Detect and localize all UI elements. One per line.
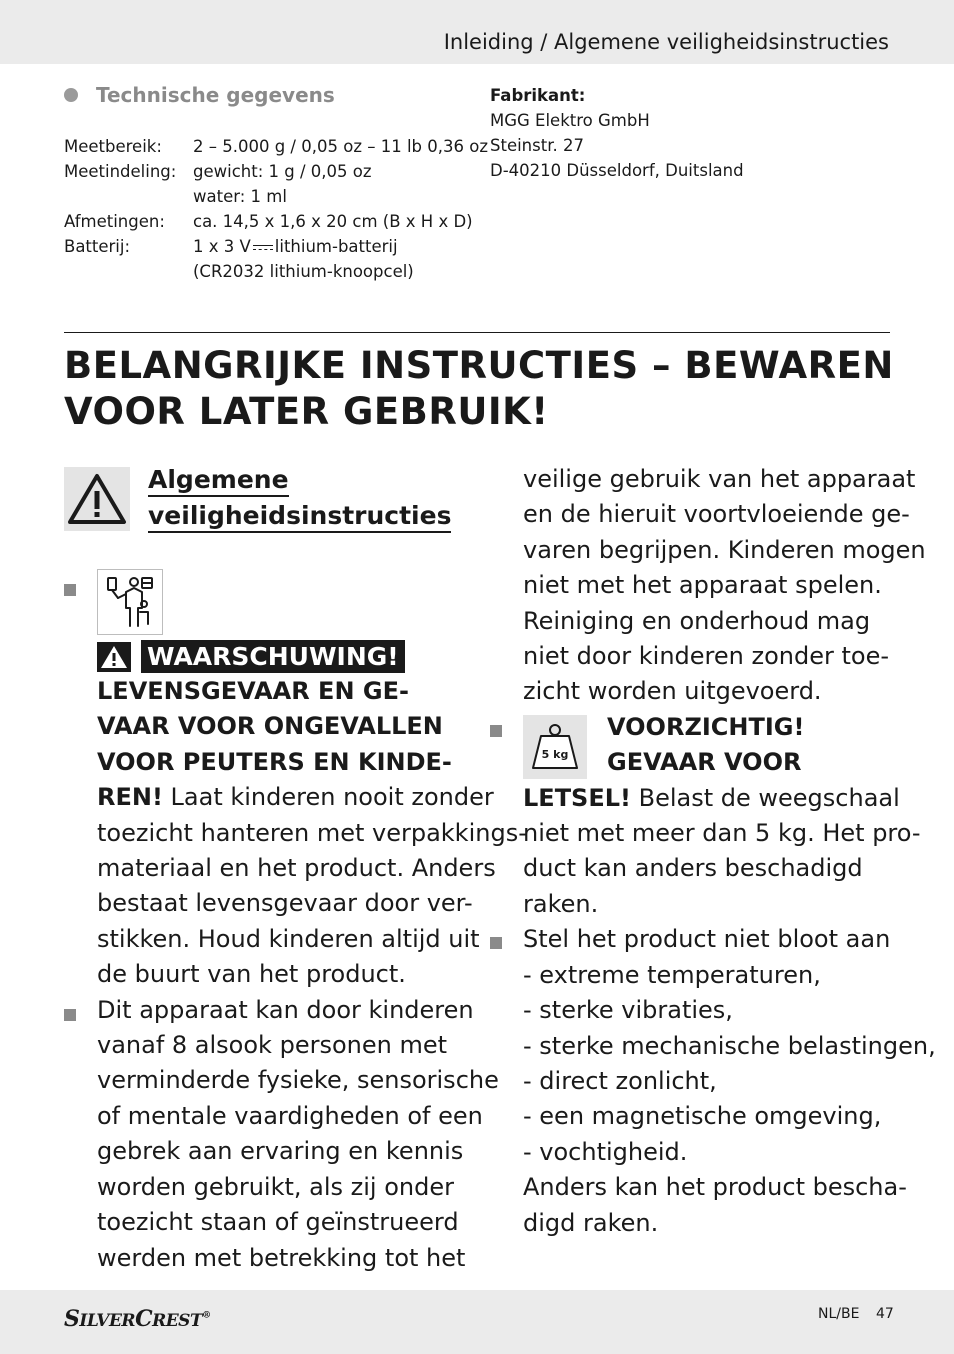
manufacturer-line: D-40210 Düsseldorf, Duitsland	[490, 161, 744, 180]
weight-icon-label: 5 kg	[541, 748, 569, 761]
warning-text-line: toezicht hanteren met verpakkings-	[97, 818, 527, 847]
square-bullet-icon	[490, 725, 502, 737]
warning-heading-tail: REN!	[97, 783, 163, 812]
exposure-intro: Stel het product niet bloot aan	[523, 925, 891, 954]
section-heading	[148, 462, 451, 534]
caution-heading-tail: LETSEL!	[523, 783, 631, 812]
spec-label: Batterij:	[64, 237, 131, 256]
page-header-title: Inleiding / Algemene veiligheidsinstructies	[443, 30, 889, 54]
exposure-item: - sterke vibraties,	[523, 996, 733, 1025]
spec-row	[64, 134, 488, 159]
exposure-item: - een magnetische omgeving,	[523, 1102, 882, 1131]
warning-triangle-icon	[97, 642, 131, 672]
battery-voltage: 1 x 3 V	[193, 237, 251, 256]
weight-5kg-icon	[523, 715, 587, 779]
caution-text-line	[523, 781, 903, 816]
silvercrest-logo: SILVERCREST®	[64, 1306, 211, 1332]
spec-row	[64, 184, 488, 209]
caution-text-start: Belast de weegschaal	[630, 783, 900, 812]
spec-value: 2 – 5.000 g / 0,05 oz – 11 lb 0,36 oz	[193, 137, 489, 156]
warning-heading-line: VOOR PEUTERS EN KINDE-	[97, 747, 452, 776]
warning-heading-line: LEVENSGEVAAR EN GE-	[97, 677, 409, 705]
continuation-text-line: en de hieruit voortvloeiende ge-	[523, 500, 910, 529]
warning-text-line: bestaat levensgevaar door ver-	[97, 889, 473, 918]
spec-value: water: 1 ml	[193, 187, 287, 206]
section-heading-line: veiligheidsinstructies	[148, 501, 451, 533]
caution-text-line: raken.	[523, 889, 599, 918]
warning-heading-line: VAAR VOOR ONGEVALLEN	[97, 712, 443, 741]
spec-row	[64, 234, 488, 259]
warning-text-line: materiaal en het product. Anders	[97, 854, 496, 883]
caution-text-line: duct kan anders beschadigd	[523, 854, 863, 883]
spec-value	[193, 234, 398, 259]
children-text-line: toezicht staan of geïnstrueerd	[97, 1208, 459, 1237]
left-column	[97, 569, 527, 1276]
child-packaging-icon	[97, 569, 163, 635]
manufacturer-label: Fabrikant:	[490, 86, 586, 105]
warning-label: WAARSCHUWING!	[141, 640, 405, 673]
dc-current-icon	[253, 243, 273, 253]
spec-value: ca. 14,5 x 1,6 x 20 cm (B x H x D)	[193, 212, 473, 231]
square-bullet-icon	[490, 937, 502, 949]
continuation-text-line: veilige gebruik van het apparaat	[523, 465, 916, 493]
exposure-item: - vochtigheid.	[523, 1137, 688, 1166]
spec-label: Meetindeling:	[64, 162, 177, 181]
main-title-line: VOOR LATER GEBRUIK!	[64, 390, 549, 433]
spec-row	[64, 159, 488, 184]
children-text-line: worden gebruikt, als zij onder	[97, 1172, 454, 1201]
caution-heading-line: GEVAAR VOOR	[607, 748, 802, 777]
main-title-line: BELANGRIJKE INSTRUCTIES – BEWAREN	[64, 344, 894, 387]
warning-text-line: de buurt van het product.	[97, 960, 406, 989]
warning-label-row	[97, 639, 477, 674]
continuation-text-line: zicht worden uitgevoerd.	[523, 677, 822, 706]
children-text-line: werden met betrekking tot het	[97, 1243, 466, 1272]
spec-row	[64, 259, 488, 284]
main-title	[64, 343, 894, 435]
caution-heading-line: VOORZICHTIG!	[607, 712, 805, 741]
continuation-text-line: Reiniging en onderhoud mag	[523, 606, 871, 635]
children-text-line: of mentale vaardigheden of een	[97, 1101, 483, 1130]
square-bullet-icon	[64, 584, 76, 596]
page-number: 47	[876, 1306, 894, 1322]
square-bullet-icon	[64, 1009, 76, 1021]
continuation-text-line: varen begrijpen. Kinderen mogen	[523, 535, 926, 564]
warning-text-line: stikken. Houd kinderen altijd uit	[97, 924, 480, 953]
spec-label: Afmetingen:	[64, 212, 165, 231]
tech-heading: Technische gegevens	[96, 83, 335, 107]
caution-text-line: niet met meer dan 5 kg. Het pro-	[523, 819, 921, 848]
spec-value: gewicht: 1 g / 0,05 oz	[193, 162, 372, 181]
children-text-line: Dit apparaat kan door kinderen	[97, 995, 474, 1024]
children-text-line: gebrek aan ervaring en kennis	[97, 1137, 464, 1166]
warning-triangle-icon	[64, 467, 130, 531]
manufacturer-line: Steinstr. 27	[490, 136, 584, 155]
exposure-item: - sterke mechanische belastingen,	[523, 1031, 936, 1060]
warning-text-line	[97, 780, 494, 815]
exposure-item: - direct zonlicht,	[523, 1066, 717, 1095]
spec-label	[64, 259, 193, 284]
bullet-dot-icon	[64, 88, 78, 102]
continuation-text-line: niet met het apparaat spelen.	[523, 571, 882, 600]
continuation-text-line: niet door kinderen zonder toe-	[523, 642, 890, 671]
spec-row	[64, 209, 488, 234]
horizontal-divider	[64, 332, 890, 333]
spec-label	[64, 184, 193, 209]
spec-table	[64, 134, 488, 284]
manufacturer-block	[490, 83, 744, 183]
tech-heading-row	[64, 83, 335, 107]
exposure-outro-line: digd raken.	[523, 1208, 659, 1237]
spec-value: (CR2032 lithium-knoopcel)	[193, 262, 414, 281]
warning-text-start: Laat kinderen nooit zonder	[162, 783, 494, 812]
children-text-line: vanaf 8 alsook personen met	[97, 1031, 448, 1060]
exposure-item: - extreme temperaturen,	[523, 960, 821, 989]
manufacturer-line: MGG Elektro GmbH	[490, 111, 650, 130]
page-language: NL/BE	[818, 1306, 860, 1322]
children-text-line: verminderde fysieke, sensorische	[97, 1066, 499, 1095]
spec-label: Meetbereik:	[64, 137, 162, 156]
section-heading-line: Algemene	[148, 465, 289, 497]
exposure-outro-line: Anders kan het product bescha-	[523, 1173, 907, 1202]
right-column	[523, 462, 936, 1241]
battery-type: lithium-batterij	[274, 237, 398, 256]
